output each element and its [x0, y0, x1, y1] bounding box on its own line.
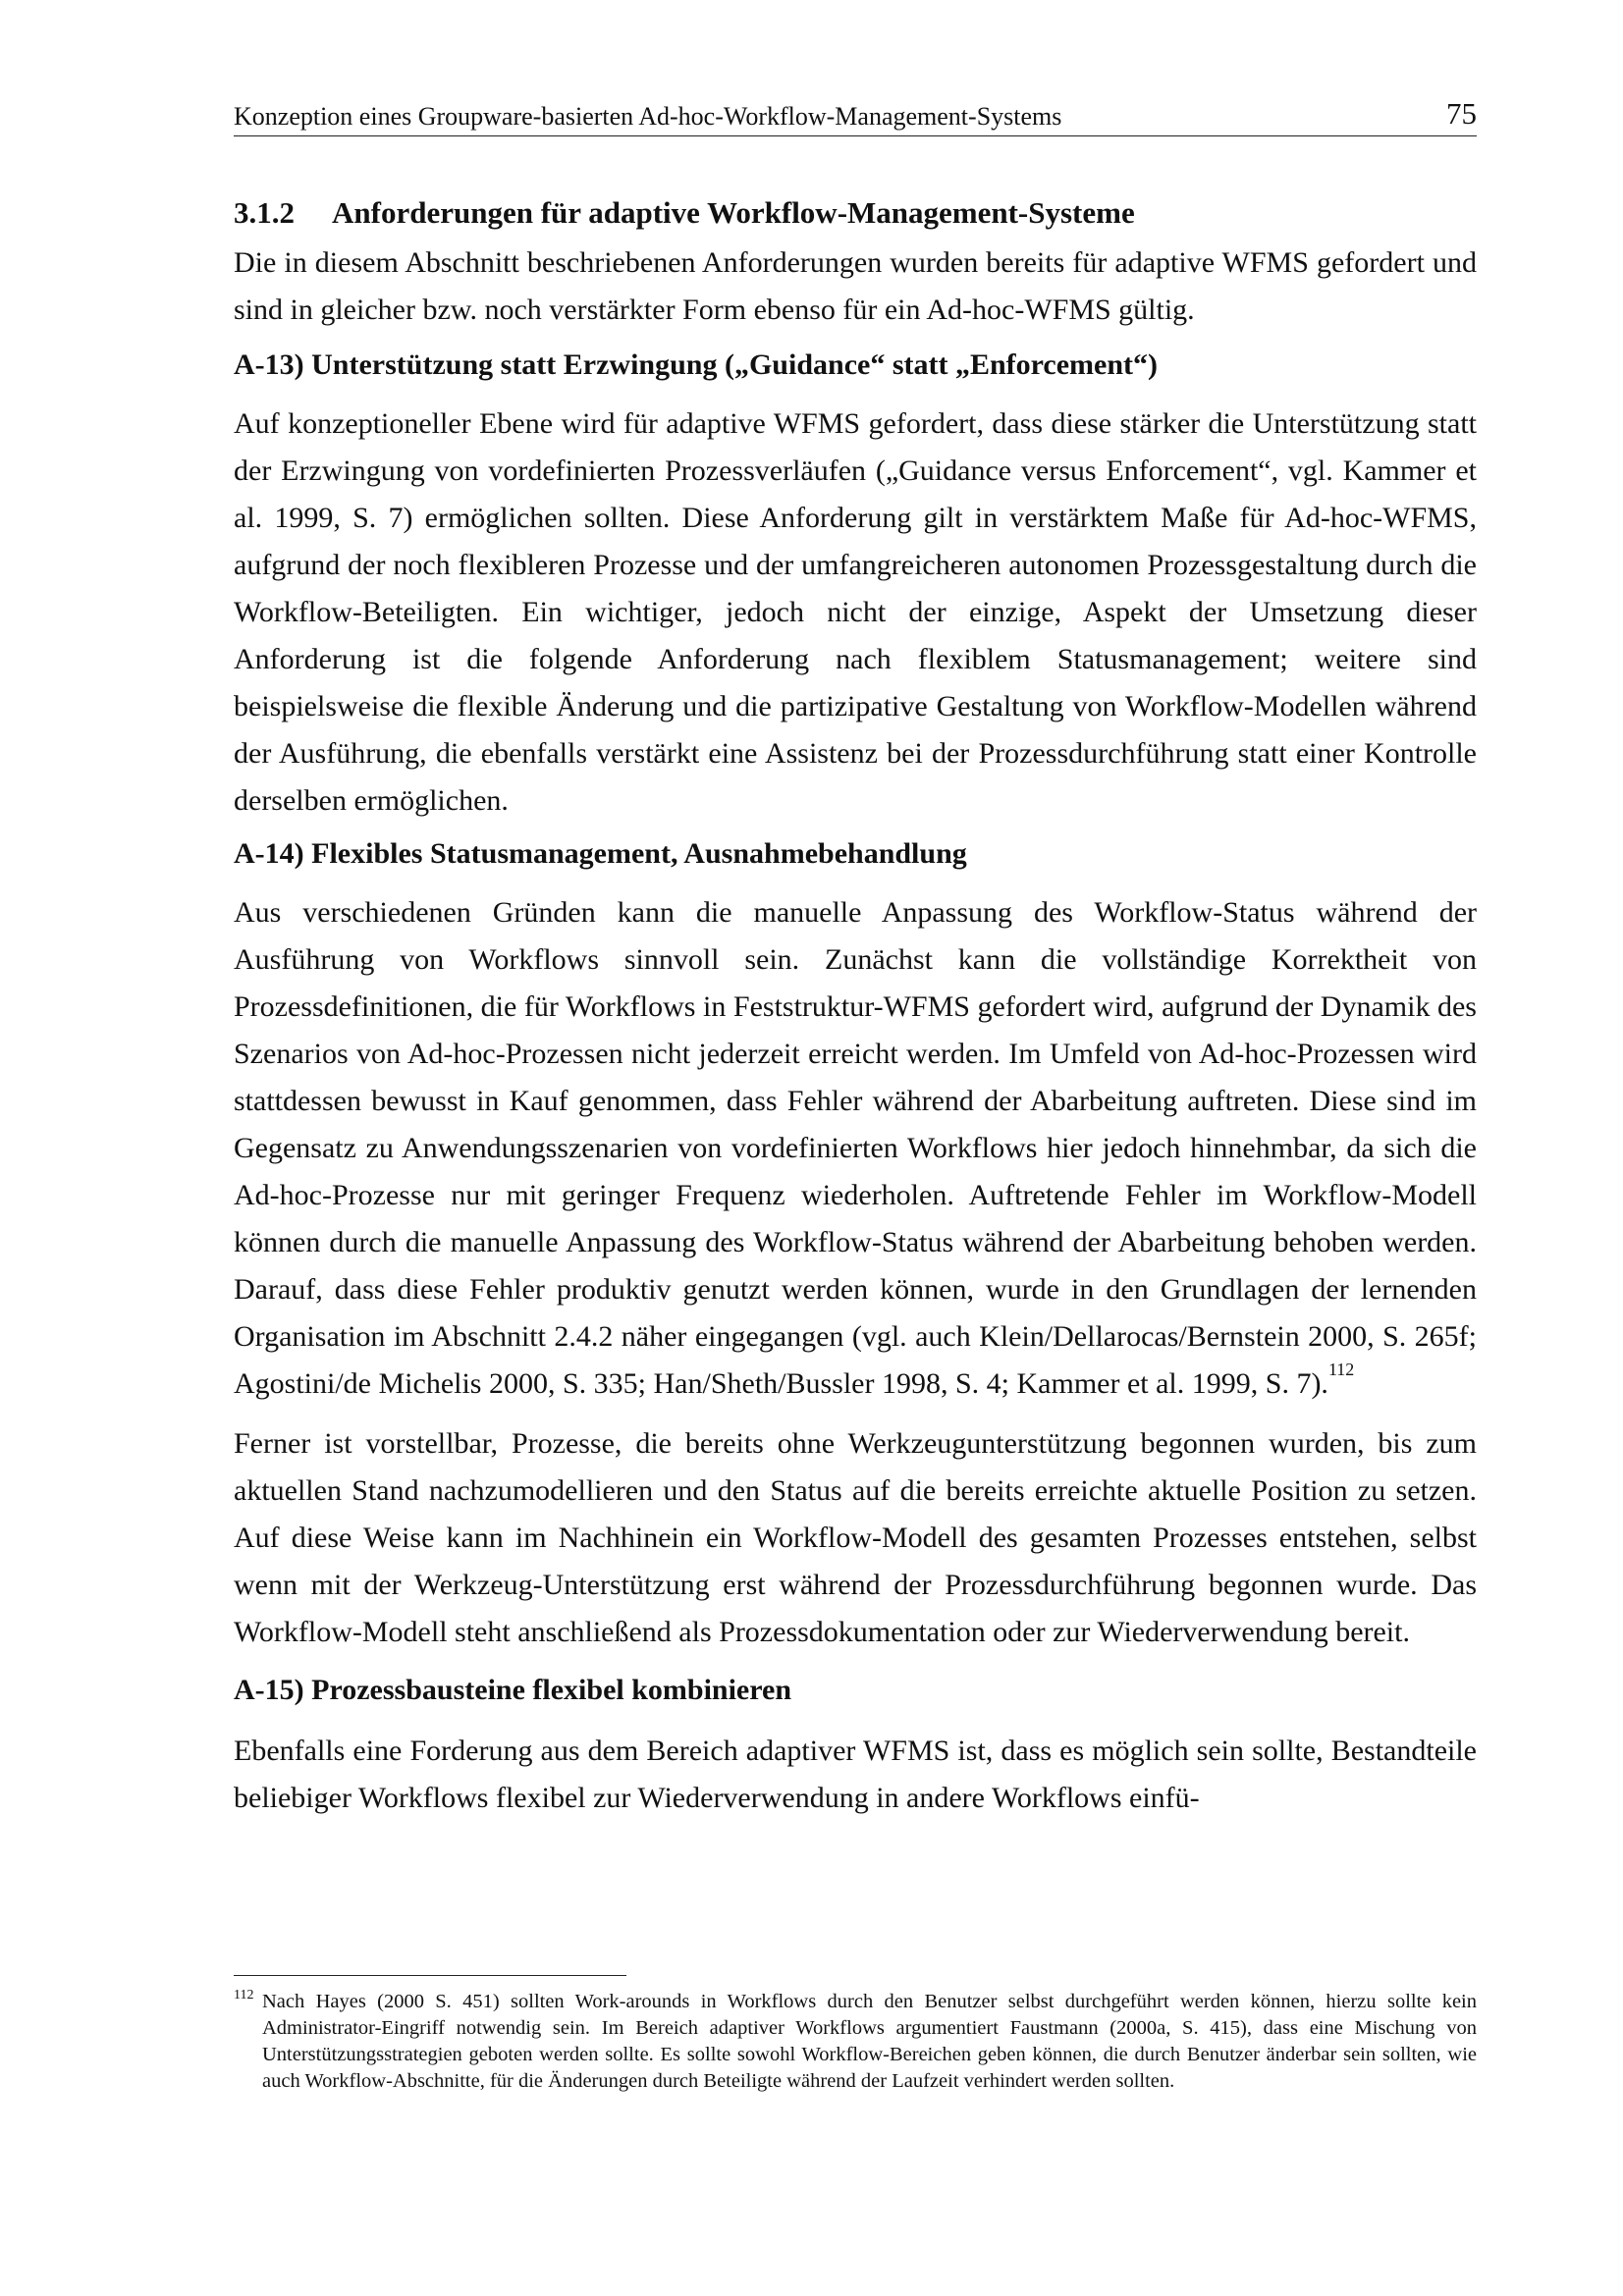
requirement-a14-paragraph-1-text: Aus verschiedenen Gründen kann die manuelle Anpassung des Workflow-Status während der Ausführung von Workflows sinnvoll sein. Zunächst kann die vollständige Korrektheit von Prozessdefinitionen, die für Workflows in Feststruktur-WFMS gefordert wird, aufgrund der Dynamik des Szenarios von Ad-hoc-Prozessen nicht jederzeit erreicht werden. Im Umfeld von Ad-hoc-Prozessen wird stattdessen bewusst in Kauf genommen, dass Fehler während der Abarbeitung auftreten. Diese sind im Gegensatz zu Anwendungsszenarien von vordefinierten Workflows hier jedoch hinnehmbar, da sich die Ad-hoc-Prozesse nur mit geringer Frequenz wiederholen. Auftretende Fehler im Workflow-Modell können durch die manuelle Anpassung des Workflow-Status während der Abarbeitung behoben werden. Darauf, dass diese Fehler produktiv genutzt werden können, wurde in den Grundlagen der lernenden Organisation im Abschnitt 2.4.2 näher eingegangen (vgl. auch Klein/Dellarocas/Bernstein 2000, S. 265f; Agostini/de Michelis 2000, S. 335; Han/Sheth/Bussler 1998, S. 4; Kammer et al. 1999, S. 7).	[234, 896, 1477, 1400]
requirement-a14-paragraph-2: Ferner ist vorstellbar, Prozesse, die bereits ohne Werkzeugunterstützung begonnen wurden, bis zum aktuellen Stand nachzumodellieren und den Status auf die bereits erreichte aktuelle Position zu setzen. Auf diese Weise kann im Nachhinein ein Workflow-Modell des gesamten Prozesses entstehen, selbst wenn mit der Werkzeug-Unterstützung erst während der Prozessdurchführung begonnen wurde. Das Workflow-Modell steht anschließend als Prozessdokumentation oder zur Wiederverwendung bereit.	[234, 1427, 1477, 1648]
running-title: Konzeption eines Groupware-basierten Ad-hoc-Workflow-Management-Systems	[234, 102, 1062, 131]
requirement-a15-heading: A-15) Prozessbausteine flexibel kombinieren	[234, 1674, 792, 1706]
section-title: Anforderungen für adaptive Workflow-Management-Systeme	[332, 195, 1135, 230]
footnote-text: Nach Hayes (2000 S. 451) sollten Work-arounds in Workflows durch den Benutzer selbst durchgeführt werden können, hierzu sollte kein Administrator-Eingriff notwendig sein. Im Bereich adaptiver Workflows argumentiert Faustmann (2000a, S. 415), dass eine Mischung von Unterstützungsstrategien geboten werden sollte. Es sollte sowohl Workflow-Bereichen geben können, die durch Benutzer änderbar sein sollten, wie auch Workflow-Abschnitte, für die Änderungen durch Beteiligte während der Laufzeit verhindert werden sollten.	[262, 1991, 1477, 2092]
footnote-number: 112	[234, 1988, 254, 2002]
main-content	[234, 191, 1477, 1822]
section-number: 3.1.2	[234, 195, 295, 230]
section-intro-paragraph: Die in diesem Abschnitt beschriebenen Anforderungen wurden bereits für adaptive WFMS gefordert und sind in gleicher bzw. noch verstärkter Form ebenso für ein Ad-hoc-WFMS gültig.	[234, 246, 1477, 326]
requirement-a15-paragraph: Ebenfalls eine Forderung aus dem Bereich adaptiver WFMS ist, dass es möglich sein sollte, Bestandteile beliebiger Workflows flexibel zur Wiederverwendung in andere Workflows einfü-	[234, 1735, 1477, 1814]
requirement-a13-paragraph: Auf konzeptioneller Ebene wird für adaptive WFMS gefordert, dass diese stärker die Unterstützung statt der Erzwingung von vordefinierten Prozessverläufen („Guidance versus Enforcement“, vgl. Kammer et al. 1999, S. 7) ermöglichen sollten. Diese Anforderung gilt in verstärktem Maße für Ad-hoc-WFMS, aufgrund der noch flexibleren Prozesse und der umfangreicheren autonomen Prozessgestaltung durch die Workflow-Beteiligten. Ein wichtiger, jedoch nicht der einzige, Aspekt der Umsetzung dieser Anforderung ist die folgende Anforderung nach flexiblem Statusmanagement; weitere sind beispielsweise die flexible Änderung und die partizipative Gestaltung von Workflow-Modellen während der Ausführung, die ebenfalls verstärkt eine Assistenz bei der Prozessdurchführung statt einer Kontrolle derselben ermöglichen.	[234, 407, 1477, 817]
requirement-a13-heading: A-13) Unterstützung statt Erzwingung („Guidance“ statt „Enforcement“)	[234, 348, 1159, 381]
footnote	[234, 1989, 1477, 2095]
footnote-reference[interactable]: 112	[1327, 1360, 1355, 1379]
requirement-a14-heading: A-14) Flexibles Statusmanagement, Ausnahmebehandlung	[234, 837, 967, 870]
footnote-divider	[234, 1975, 626, 1976]
page-number: 75	[1446, 96, 1477, 131]
requirement-a14-paragraph-1	[234, 889, 1477, 1408]
section-heading	[234, 191, 1477, 235]
running-header	[234, 96, 1477, 136]
